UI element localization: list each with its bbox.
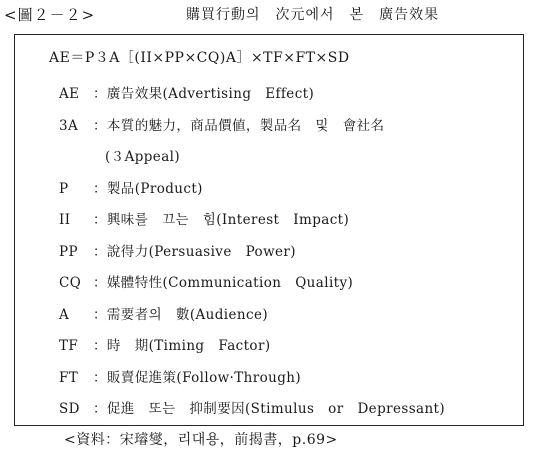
definition-abbr: CQ [59,275,82,291]
definition-text: 本質的魅力，商品價値，製品名 및 會社名 [106,117,385,134]
definition-abbr: AE [59,86,80,102]
formula-box [14,34,524,426]
definition-abbr: P [59,180,69,197]
definition-row-ae [59,79,445,111]
definition-separator: ： [93,306,107,323]
definition-abbr: 3A [59,117,79,134]
definition-row-p [59,174,445,206]
definition-separator: ： [93,243,107,260]
definition-separator: ： [93,117,107,134]
definition-abbr: PP [59,243,78,260]
definition-separator: ： [93,180,107,197]
definition-row-tf [59,331,445,363]
figure-label: <圖２－２> [4,6,96,24]
definition-separator: ： [93,401,107,417]
advertising-effect-formula: AE＝P３A［(II×PP×CQ)A］×TF×FT×SD [49,50,350,66]
definition-text: 說得力(Persuasive Power) [106,243,296,260]
definition-row-pp [59,237,445,269]
definition-abbr: SD [59,401,80,417]
source-citation: <資料：宋璿燮，리대용，前揭書，p.69> [64,432,338,448]
definition-row-ft [59,363,445,395]
definition-row-a [59,300,445,332]
definition-abbr: FT [59,369,79,386]
definition-abbr: II [59,212,71,228]
definition-abbr: A [59,306,70,323]
definition-text: 促進 또는 抑制要因(Stimulus or Depressant) [106,401,446,417]
definition-text: 需要者의 數(Audience) [106,306,269,323]
definition-separator: ： [93,338,107,354]
definition-abbr: TF [59,338,79,354]
figure-title: 購買行動의 次元에서 본 廣告效果 [186,7,440,23]
definition-separator: ： [93,275,107,291]
definition-text: 興味를 끄는 힘(Interest Impact) [106,212,350,228]
definition-text: 製品(Product) [106,180,203,197]
definition-list [59,79,445,426]
definition-row-ii [59,205,445,237]
definition-text: 媒體特性(Communication Quality) [106,275,354,291]
definition-separator: ： [93,86,107,102]
definition-row-3a [59,111,445,143]
definition-text: 販賣促進策(Follow·Through) [106,369,302,386]
definition-text: (３Appeal) [105,149,181,165]
definition-row-3a-continued [59,142,445,174]
definition-separator: ： [93,369,107,386]
definition-row-cq [59,268,445,300]
definition-text: 時 期(Timing Factor) [106,338,271,354]
definition-row-sd [59,394,445,426]
definition-text: 廣告效果(Advertising Effect) [106,86,315,102]
definition-separator: ： [93,212,107,228]
